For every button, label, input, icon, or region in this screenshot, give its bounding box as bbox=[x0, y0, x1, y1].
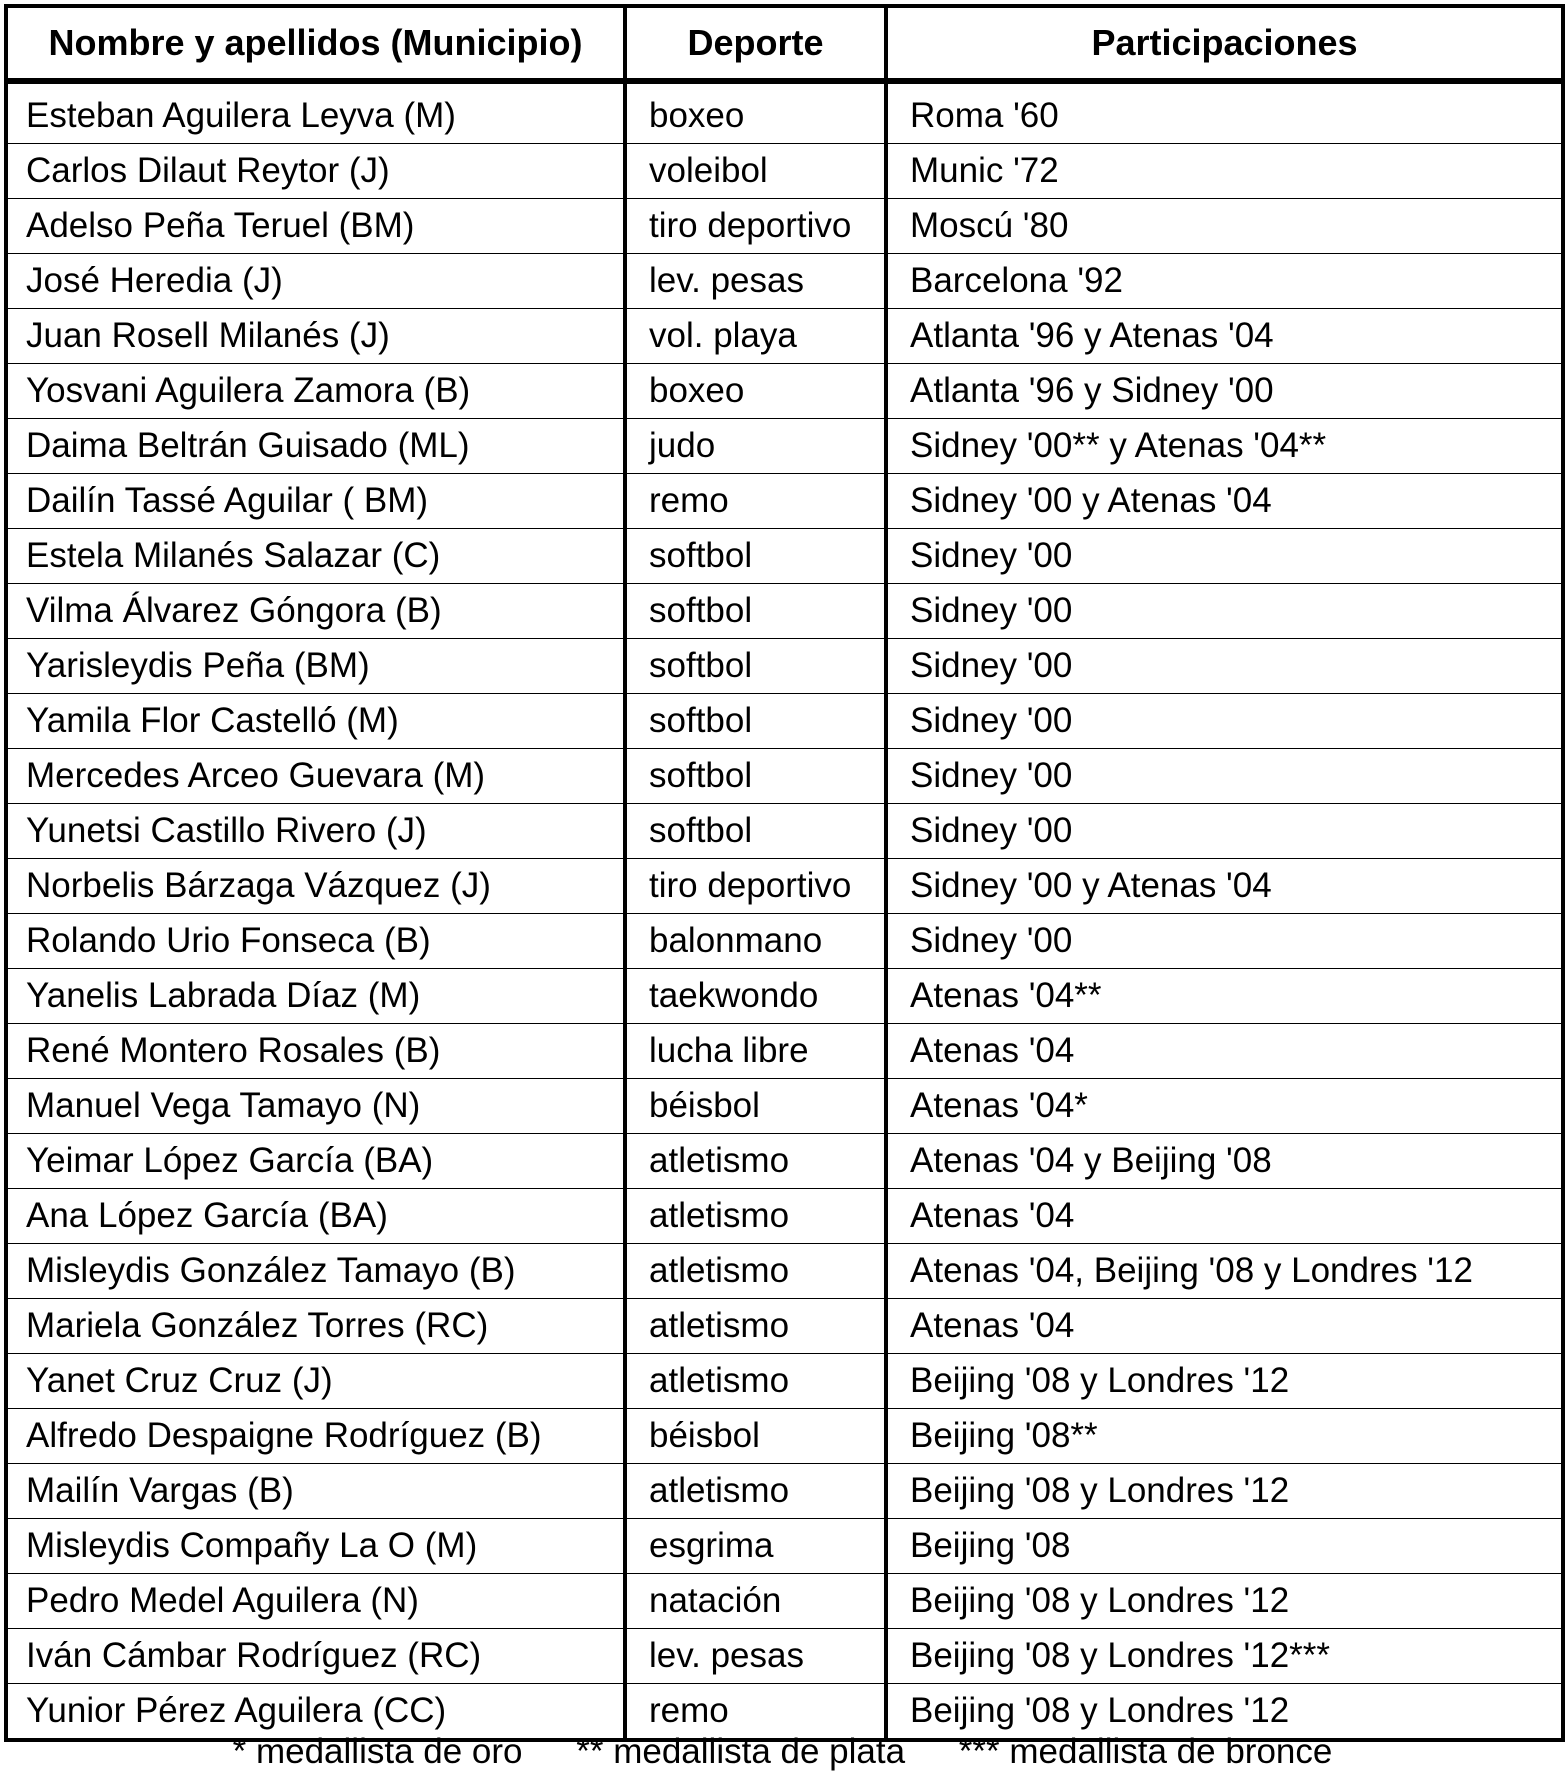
cell-participations: Sidney '00 bbox=[886, 584, 1563, 639]
cell-sport: softbol bbox=[625, 694, 886, 749]
table-row bbox=[6, 199, 1563, 254]
cell-sport: natación bbox=[625, 1574, 886, 1629]
table-row bbox=[6, 694, 1563, 749]
table-row bbox=[6, 1189, 1563, 1244]
cell-participations: Atlanta '96 y Sidney '00 bbox=[886, 364, 1563, 419]
cell-participations: Sidney '00 bbox=[886, 639, 1563, 694]
cell-name: René Montero Rosales (B) bbox=[6, 1024, 625, 1079]
table-row bbox=[6, 749, 1563, 804]
header-name: Nombre y apellidos (Municipio) bbox=[6, 6, 625, 81]
cell-participations: Sidney '00 bbox=[886, 914, 1563, 969]
cell-name: Esteban Aguilera Leyva (M) bbox=[6, 81, 625, 144]
cell-participations: Atenas '04** bbox=[886, 969, 1563, 1024]
cell-sport: béisbol bbox=[625, 1079, 886, 1134]
legend-silver: ** medallista de plata bbox=[576, 1732, 906, 1771]
table-row bbox=[6, 1574, 1563, 1629]
table-row bbox=[6, 804, 1563, 859]
cell-name: Yanelis Labrada Díaz (M) bbox=[6, 969, 625, 1024]
cell-name: Yamila Flor Castelló (M) bbox=[6, 694, 625, 749]
cell-sport: softbol bbox=[625, 529, 886, 584]
table-row bbox=[6, 1079, 1563, 1134]
cell-name: Mariela González Torres (RC) bbox=[6, 1299, 625, 1354]
table-row bbox=[6, 1464, 1563, 1519]
table-row bbox=[6, 144, 1563, 199]
cell-sport: atletismo bbox=[625, 1464, 886, 1519]
cell-participations: Atenas '04 bbox=[886, 1024, 1563, 1079]
cell-participations: Moscú '80 bbox=[886, 199, 1563, 254]
cell-sport: taekwondo bbox=[625, 969, 886, 1024]
cell-name: Norbelis Bárzaga Vázquez (J) bbox=[6, 859, 625, 914]
cell-sport: atletismo bbox=[625, 1354, 886, 1409]
cell-participations: Beijing '08 y Londres '12 bbox=[886, 1684, 1563, 1741]
table-row bbox=[6, 419, 1563, 474]
table-row bbox=[6, 309, 1563, 364]
cell-sport: softbol bbox=[625, 639, 886, 694]
cell-participations: Atenas '04 y Beijing '08 bbox=[886, 1134, 1563, 1189]
cell-name: Manuel Vega Tamayo (N) bbox=[6, 1079, 625, 1134]
cell-name: Estela Milanés Salazar (C) bbox=[6, 529, 625, 584]
cell-sport: béisbol bbox=[625, 1409, 886, 1464]
cell-name: José Heredia (J) bbox=[6, 254, 625, 309]
table-row bbox=[6, 1519, 1563, 1574]
cell-participations: Sidney '00 bbox=[886, 529, 1563, 584]
header-sport: Deporte bbox=[625, 6, 886, 81]
cell-sport: atletismo bbox=[625, 1244, 886, 1299]
cell-name: Mercedes Arceo Guevara (M) bbox=[6, 749, 625, 804]
cell-sport: lev. pesas bbox=[625, 1629, 886, 1684]
cell-name: Mailín Vargas (B) bbox=[6, 1464, 625, 1519]
table-body bbox=[6, 81, 1563, 1740]
cell-name: Yeimar López García (BA) bbox=[6, 1134, 625, 1189]
medal-legend bbox=[0, 1732, 1565, 1772]
cell-sport: esgrima bbox=[625, 1519, 886, 1574]
cell-name: Misleydis González Tamayo (B) bbox=[6, 1244, 625, 1299]
cell-sport: softbol bbox=[625, 749, 886, 804]
table-row bbox=[6, 254, 1563, 309]
cell-name: Yunetsi Castillo Rivero (J) bbox=[6, 804, 625, 859]
cell-sport: remo bbox=[625, 474, 886, 529]
cell-participations: Roma '60 bbox=[886, 81, 1563, 144]
table-row bbox=[6, 529, 1563, 584]
cell-participations: Beijing '08** bbox=[886, 1409, 1563, 1464]
athletes-table bbox=[4, 4, 1565, 1742]
cell-name: Vilma Álvarez Góngora (B) bbox=[6, 584, 625, 639]
cell-name: Yosvani Aguilera Zamora (B) bbox=[6, 364, 625, 419]
cell-participations: Beijing '08 y Londres '12 bbox=[886, 1574, 1563, 1629]
table-row bbox=[6, 1629, 1563, 1684]
cell-participations: Sidney '00 bbox=[886, 804, 1563, 859]
cell-participations: Barcelona '92 bbox=[886, 254, 1563, 309]
table-row bbox=[6, 364, 1563, 419]
table-row bbox=[6, 1024, 1563, 1079]
cell-name: Pedro Medel Aguilera (N) bbox=[6, 1574, 625, 1629]
cell-name: Adelso Peña Teruel (BM) bbox=[6, 199, 625, 254]
cell-sport: balonmano bbox=[625, 914, 886, 969]
cell-participations: Sidney '00 y Atenas '04 bbox=[886, 474, 1563, 529]
cell-participations: Atenas '04* bbox=[886, 1079, 1563, 1134]
cell-sport: atletismo bbox=[625, 1134, 886, 1189]
table-row bbox=[6, 639, 1563, 694]
cell-name: Yanet Cruz Cruz (J) bbox=[6, 1354, 625, 1409]
cell-sport: lucha libre bbox=[625, 1024, 886, 1079]
cell-sport: softbol bbox=[625, 804, 886, 859]
table-row bbox=[6, 1244, 1563, 1299]
cell-name: Carlos Dilaut Reytor (J) bbox=[6, 144, 625, 199]
legend-gold: * medallista de oro bbox=[232, 1732, 523, 1771]
cell-participations: Sidney '00** y Atenas '04** bbox=[886, 419, 1563, 474]
cell-sport: atletismo bbox=[625, 1299, 886, 1354]
table-row bbox=[6, 584, 1563, 639]
cell-sport: tiro deportivo bbox=[625, 199, 886, 254]
cell-name: Juan Rosell Milanés (J) bbox=[6, 309, 625, 364]
cell-participations: Beijing '08 y Londres '12 bbox=[886, 1464, 1563, 1519]
legend-bronze: *** medallista de bronce bbox=[958, 1732, 1333, 1771]
cell-name: Rolando Urio Fonseca (B) bbox=[6, 914, 625, 969]
cell-name: Yunior Pérez Aguilera (CC) bbox=[6, 1684, 625, 1741]
table-row bbox=[6, 1299, 1563, 1354]
cell-sport: judo bbox=[625, 419, 886, 474]
table-row bbox=[6, 1134, 1563, 1189]
table-row bbox=[6, 1354, 1563, 1409]
cell-name: Dailín Tassé Aguilar ( BM) bbox=[6, 474, 625, 529]
cell-participations: Atenas '04 bbox=[886, 1299, 1563, 1354]
table-row bbox=[6, 474, 1563, 529]
table-row bbox=[6, 81, 1563, 144]
table-row bbox=[6, 1409, 1563, 1464]
cell-sport: vol. playa bbox=[625, 309, 886, 364]
cell-sport: tiro deportivo bbox=[625, 859, 886, 914]
cell-sport: softbol bbox=[625, 584, 886, 639]
header-row bbox=[6, 6, 1563, 81]
cell-participations: Beijing '08 bbox=[886, 1519, 1563, 1574]
cell-participations: Munic '72 bbox=[886, 144, 1563, 199]
cell-sport: atletismo bbox=[625, 1189, 886, 1244]
cell-sport: lev. pesas bbox=[625, 254, 886, 309]
cell-name: Iván Cámbar Rodríguez (RC) bbox=[6, 1629, 625, 1684]
table-header bbox=[6, 6, 1563, 81]
cell-participations: Sidney '00 bbox=[886, 749, 1563, 804]
cell-participations: Atenas '04, Beijing '08 y Londres '12 bbox=[886, 1244, 1563, 1299]
table-row bbox=[6, 859, 1563, 914]
cell-name: Misleydis Compañy La O (M) bbox=[6, 1519, 625, 1574]
table-row bbox=[6, 969, 1563, 1024]
cell-sport: boxeo bbox=[625, 364, 886, 419]
cell-participations: Beijing '08 y Londres '12*** bbox=[886, 1629, 1563, 1684]
table-row bbox=[6, 914, 1563, 969]
cell-participations: Sidney '00 bbox=[886, 694, 1563, 749]
cell-name: Ana López García (BA) bbox=[6, 1189, 625, 1244]
cell-sport: remo bbox=[625, 1684, 886, 1741]
cell-sport: voleibol bbox=[625, 144, 886, 199]
cell-name: Alfredo Despaigne Rodríguez (B) bbox=[6, 1409, 625, 1464]
cell-sport: boxeo bbox=[625, 81, 886, 144]
athletes-table-container bbox=[4, 4, 1561, 1730]
cell-participations: Atenas '04 bbox=[886, 1189, 1563, 1244]
cell-participations: Atlanta '96 y Atenas '04 bbox=[886, 309, 1563, 364]
cell-participations: Beijing '08 y Londres '12 bbox=[886, 1354, 1563, 1409]
cell-participations: Sidney '00 y Atenas '04 bbox=[886, 859, 1563, 914]
cell-name: Daima Beltrán Guisado (ML) bbox=[6, 419, 625, 474]
header-participations: Participaciones bbox=[886, 6, 1563, 81]
cell-name: Yarisleydis Peña (BM) bbox=[6, 639, 625, 694]
